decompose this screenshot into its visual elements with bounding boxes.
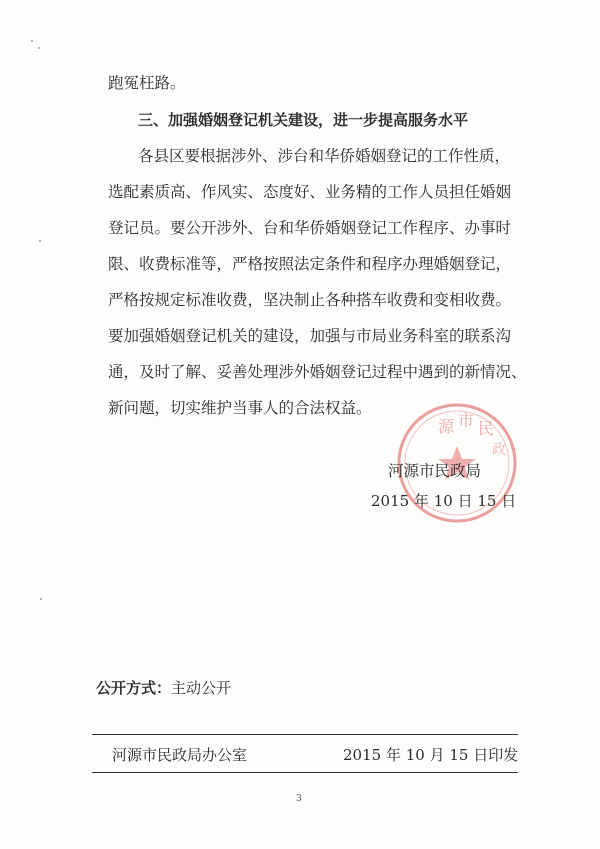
seal-glyph: 民 [478,419,495,438]
body-line-7: 严格按规定标准收费，坚决制止各种搭车收费和变相收费。 [108,291,512,309]
disclosure-line [96,678,231,698]
scan-speck [31,40,33,42]
body-line-3: 各县区要根据涉外、涉台和华侨婚姻登记的工作性质， [138,147,511,165]
seal-glyph: 源 [438,417,455,436]
footer-rule-top [92,734,518,735]
footer-issuer: 河源市民政局办公室 [112,746,248,764]
scan-speck [38,47,40,49]
body-line-6: 限、收费标准等，严格按照法定条件和程序办理婚姻登记， [108,255,512,273]
scan-speck [40,598,42,600]
body-line-1: 跑冤枉路。 [108,74,186,92]
body-line-4: 选配素质高、作风实、态度好、业务精的工作人员担任婚姻 [108,183,512,201]
body-line-5: 登记员。要公开涉外、台和华侨婚姻登记工作程序、办事时 [108,219,512,237]
signature-date: 2015 年 10 日 15 日 [371,492,517,510]
body-line-9: 通，及时了解、妥善处理涉外婚姻登记过程中遇到的新情况、 [108,363,527,381]
seal-glyph: 政 [492,442,506,458]
footer-rule-bottom [92,772,518,773]
page-number: 3 [296,794,302,804]
body-line-10: 新问题，切实维护当事人的合法权益。 [108,399,372,417]
body-line-8: 要加强婚姻登记机关的建设，加强与市局业务科室的联系沟 [108,327,512,345]
disclosure-label: 公开方式： [96,679,172,697]
section-heading: 三、加强婚姻登记机关建设，进一步提高服务水平 [138,111,469,129]
seal-glyph: 市 [458,411,475,430]
footer-date: 2015 年 10 月 15 日印发 [343,746,519,764]
scan-speck [39,240,41,242]
disclosure-value: 主动公开 [171,679,232,697]
signature-org: 河源市民政局 [388,462,482,480]
